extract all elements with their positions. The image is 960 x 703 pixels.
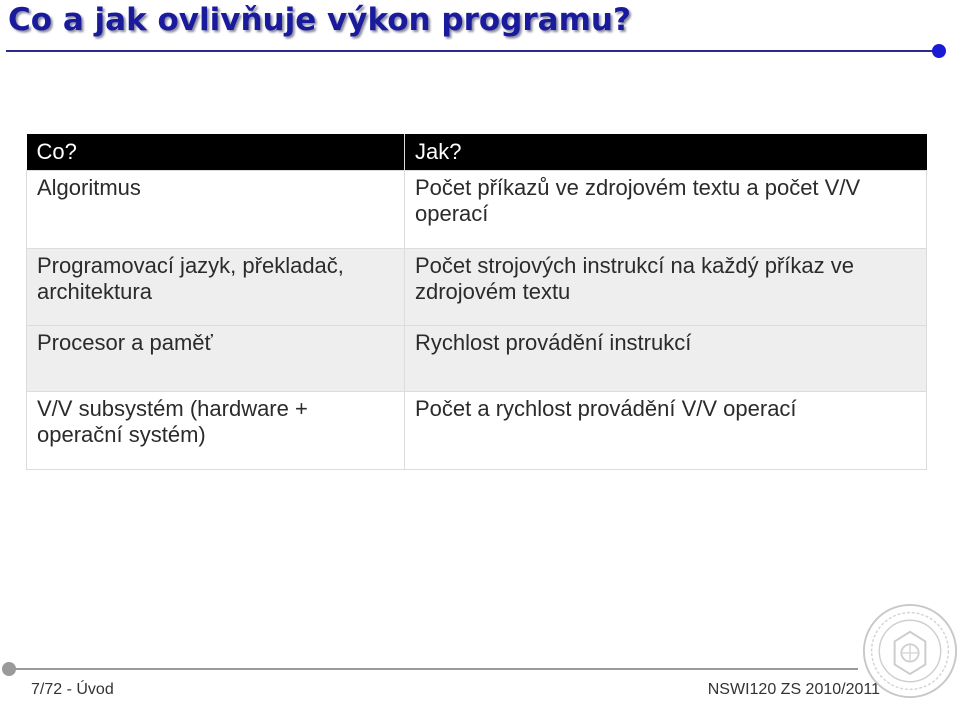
- table-cell: Počet příkazů ve zdrojovém textu a počet V/V operací: [405, 171, 927, 249]
- table-row: [27, 326, 927, 392]
- table-cell: Procesor a paměť: [27, 326, 405, 392]
- table-cell: V/V subsystém (hardware + operační systém): [27, 392, 405, 470]
- table-row: [27, 171, 927, 249]
- table-row: [27, 249, 927, 326]
- title-divider: [6, 50, 939, 52]
- title-divider-dot: [932, 44, 946, 58]
- comparison-table: [26, 134, 927, 470]
- table-cell: Programovací jazyk, překladač, architektura: [27, 249, 405, 326]
- table-row: [27, 392, 927, 470]
- column-header-jak: Jak?: [405, 134, 927, 171]
- page-number: 7/72 - Úvod: [31, 681, 114, 698]
- university-seal-icon: [862, 603, 958, 699]
- page-title: Co a jak ovlivňuje výkon programu?: [8, 2, 631, 38]
- table-header-row: [27, 134, 927, 171]
- table-cell: Počet strojových instrukcí na každý příkaz ve zdrojovém textu: [405, 249, 927, 326]
- course-label: NSWI120 ZS 2010/2011: [707, 681, 880, 698]
- table-cell: Rychlost provádění instrukcí: [405, 326, 927, 392]
- footer-divider: [10, 668, 858, 670]
- table-cell: Algoritmus: [27, 171, 405, 249]
- column-header-co: Co?: [27, 134, 405, 171]
- table-cell: Počet a rychlost provádění V/V operací: [405, 392, 927, 470]
